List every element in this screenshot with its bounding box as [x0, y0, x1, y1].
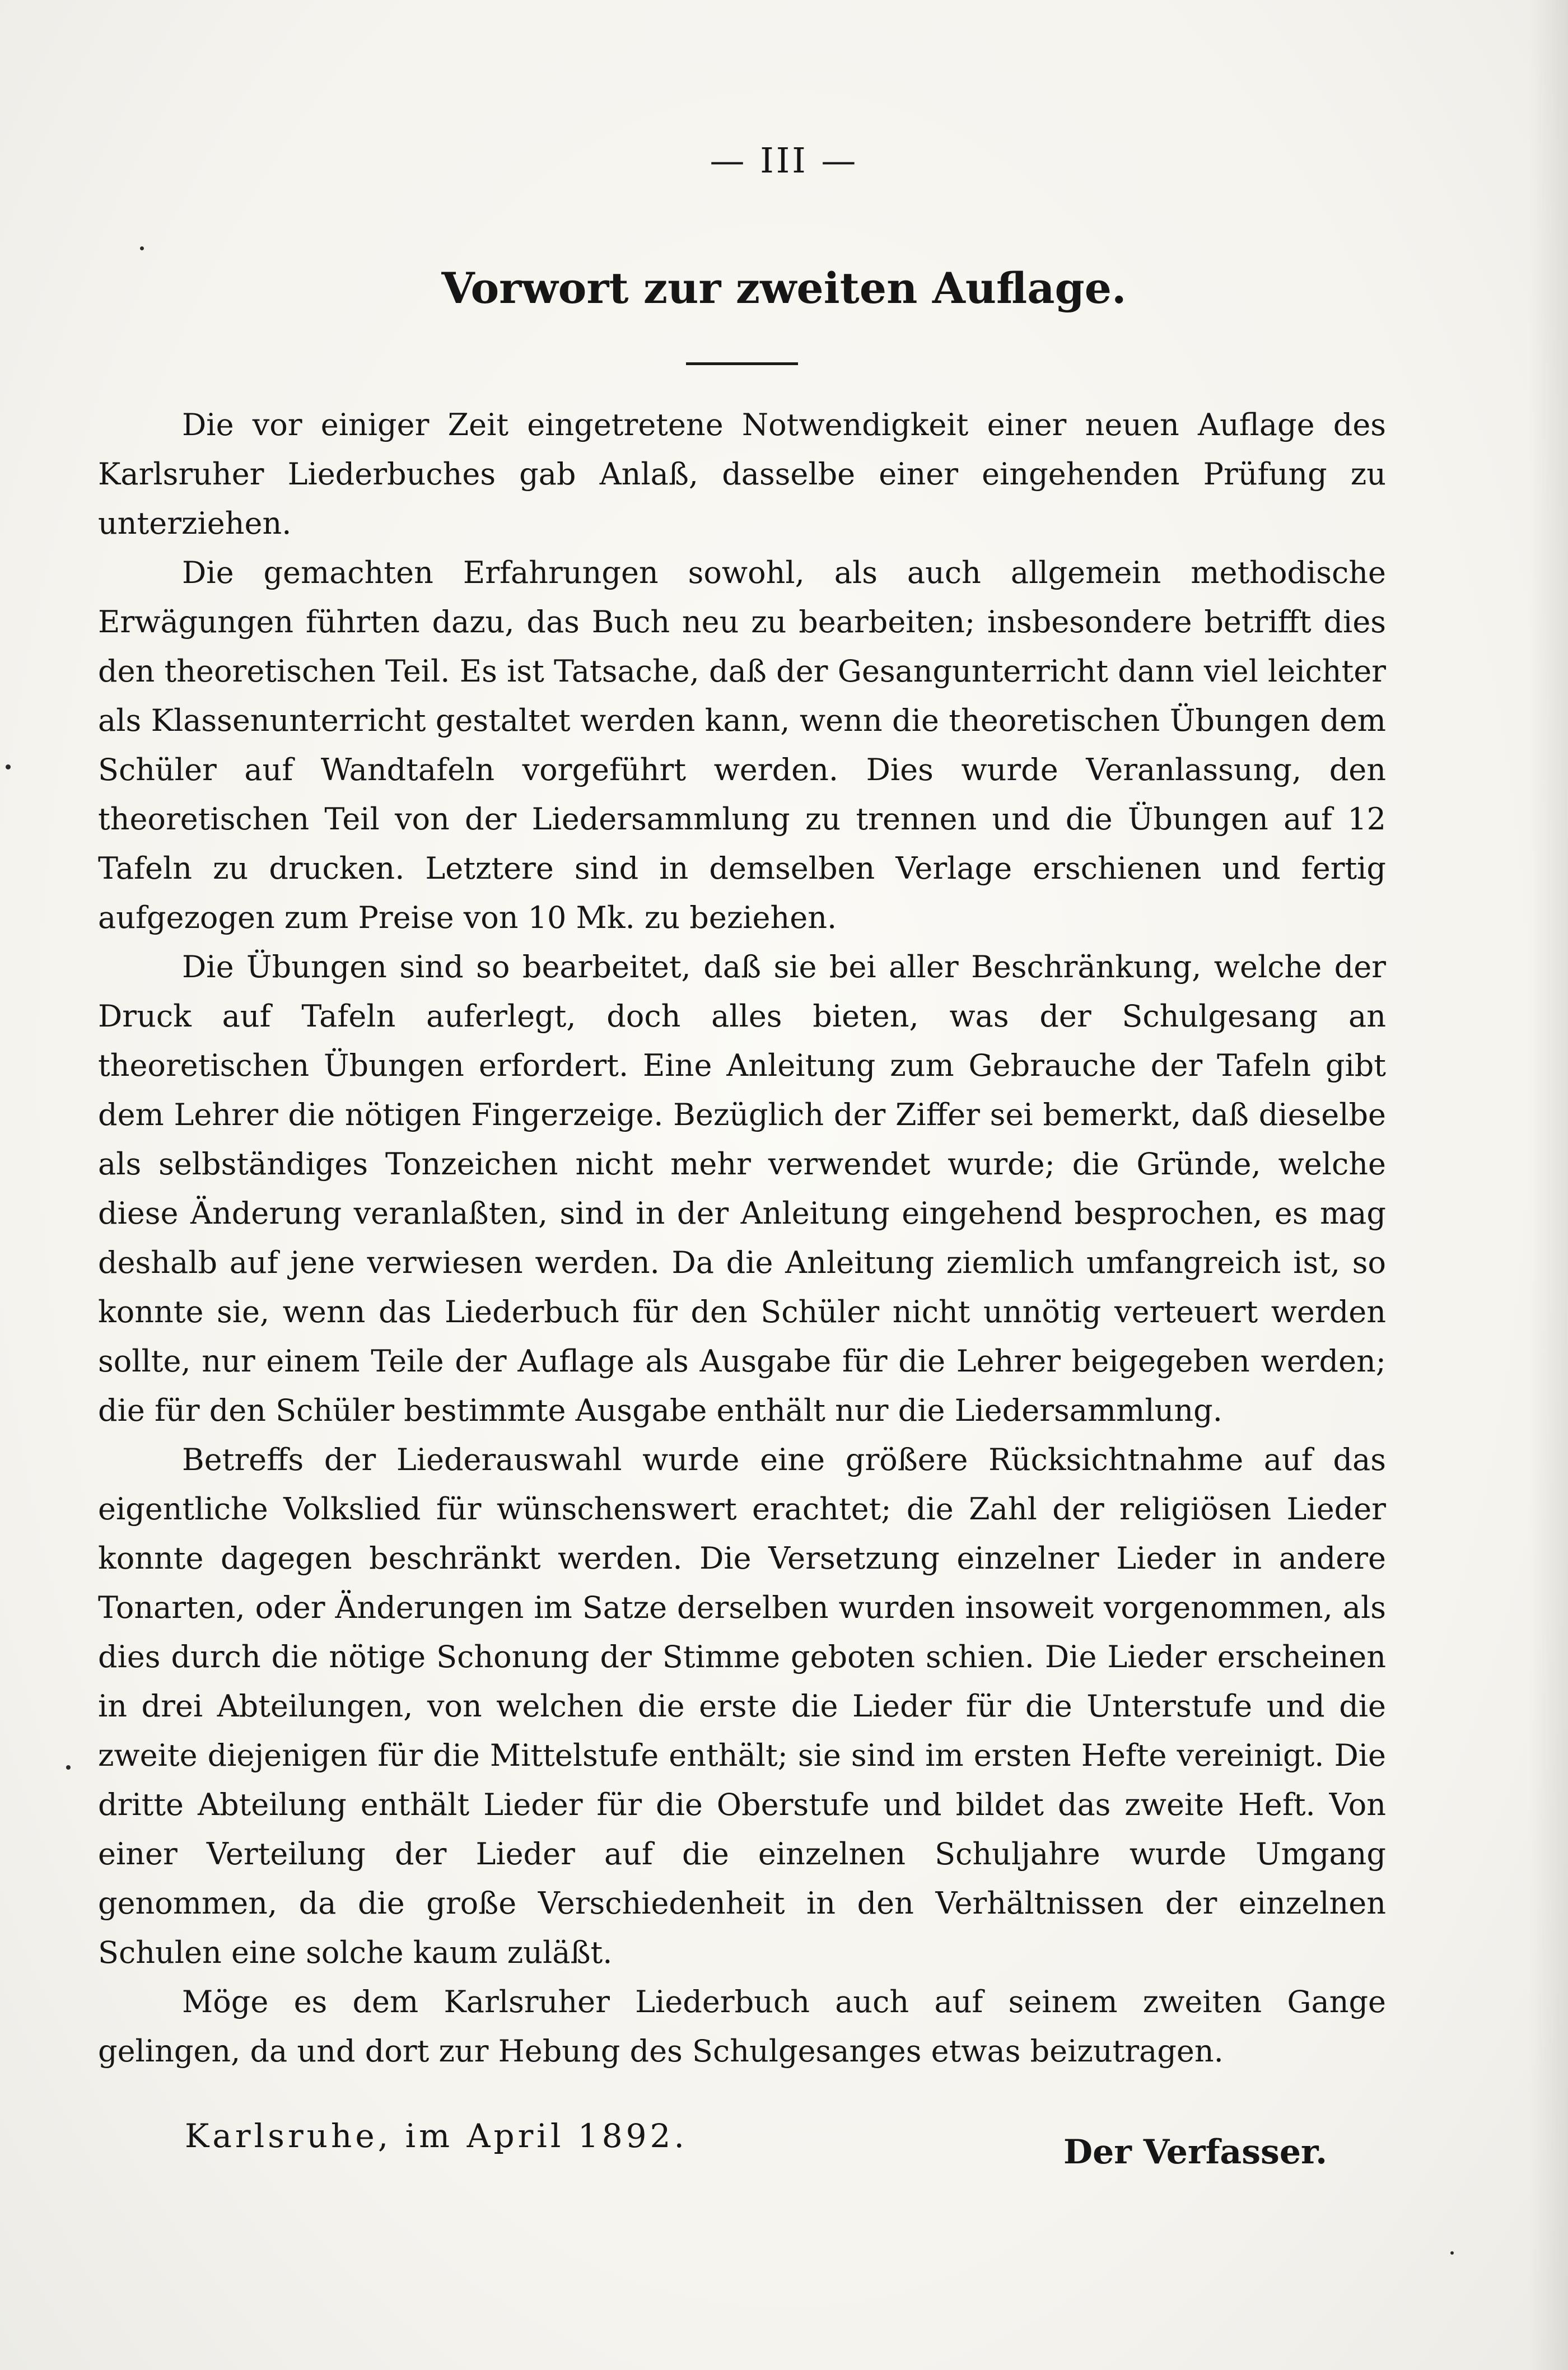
place-date: Karlsruhe, im April 1892.: [185, 2117, 688, 2155]
print-speck: [66, 1765, 71, 1770]
page-edge-shadow: [1529, 0, 1568, 2370]
title-divider: [686, 362, 798, 365]
print-speck: [1450, 2251, 1454, 2255]
paragraph-4: Betreffs der Liederauswahl wurde eine größere Rücksichtnahme auf das eigentliche Volkslied für wünschenswert erachtet; die Zahl der religiösen Lieder konnte dagegen beschränkt werden. Die Versetzung einzelner Lieder in andere Tonarten, oder Änderungen im Satze derselben wurden insoweit vorgenommen, als dies durch die nötige Schonung der Stimme geboten schien. Die Lieder erscheinen in drei Abteilungen, von welchen die erste die Lieder für die Unterstufe und die zweite diejenigen für die Mittelstufe enthält; sie sind im ersten Hefte vereinigt. Die dritte Abteilung enthält Lieder für die Oberstufe und bildet das zweite Heft. Von einer Verteilung der Lieder auf die einzelnen Schuljahre wurde Umgang genommen, da die große Verschiedenheit in den Verhältnissen der einzelnen Schulen eine solche kaum zuläßt.: [98, 1442, 1386, 1970]
print-speck: [6, 764, 11, 769]
paragraph-1: Die vor einiger Zeit eingetretene Notwendigkeit einer neuen Auflage des Karlsruher Liederbuches gab Anlaß, dasselbe einer eingehenden Prüfung zu unterziehen.: [98, 407, 1386, 541]
paragraph-3: Die Übungen sind so bearbeitet, daß sie bei aller Beschränkung, welche der Druck auf Tafeln auferlegt, doch alles bieten, was der Schulgesang an theoretischen Übungen erfordert. Eine Anleitung zum Gebrauche der Tafeln gibt dem Lehrer die nötigen Fingerzeige. Bezüglich der Ziffer sei bemerkt, daß dieselbe als selbständiges Tonzeichen nicht mehr verwendet wurde; die Gründe, welche diese Änderung veranlaßten, sind in der Anleitung eingehend besprochen, es mag deshalb auf jene verwiesen werden. Da die Anleitung ziemlich umfangreich ist, so konnte sie, wenn das Liederbuch für den Schüler nicht unnötig verteuert werden sollte, nur einem Teile der Auflage als Ausgabe für die Lehrer beigegeben werden; die für den Schüler bestimmte Ausgabe enthält nur die Liedersammlung.: [98, 949, 1386, 1428]
page-number: — III —: [710, 140, 858, 181]
preface-body: [98, 400, 1386, 2076]
print-speck: [140, 246, 144, 250]
paragraph-5: Möge es dem Karlsruher Liederbuch auch auf seinem zweiten Gange gelingen, da und dort zur Hebung des Schulgesanges etwas beizutragen.: [98, 1984, 1386, 2069]
closing: [185, 2117, 1327, 2173]
paragraph-2: Die gemachten Erfahrungen sowohl, als auch allgemein methodische Erwägungen führten dazu, das Buch neu zu bearbeiten; insbesondere betrifft dies den theoretischen Teil. Es ist Tatsache, daß der Gesangunterricht dann viel leichter als Klassenunterricht gestaltet werden kann, wenn die theoretischen Übungen dem Schüler auf Wandtafeln vorgeführt werden. Dies wurde Veranlassung, den theoretischen Teil von der Liedersammlung zu trennen und die Übungen auf 12 Tafeln zu drucken. Letztere sind in demselben Verlage erschienen und fertig aufgezogen zum Preise von 10 Mk. zu beziehen.: [98, 555, 1386, 935]
author-signature: Der Verfasser.: [1063, 2133, 1327, 2172]
page-title: Vorwort zur zweiten Auflage.: [441, 263, 1127, 313]
